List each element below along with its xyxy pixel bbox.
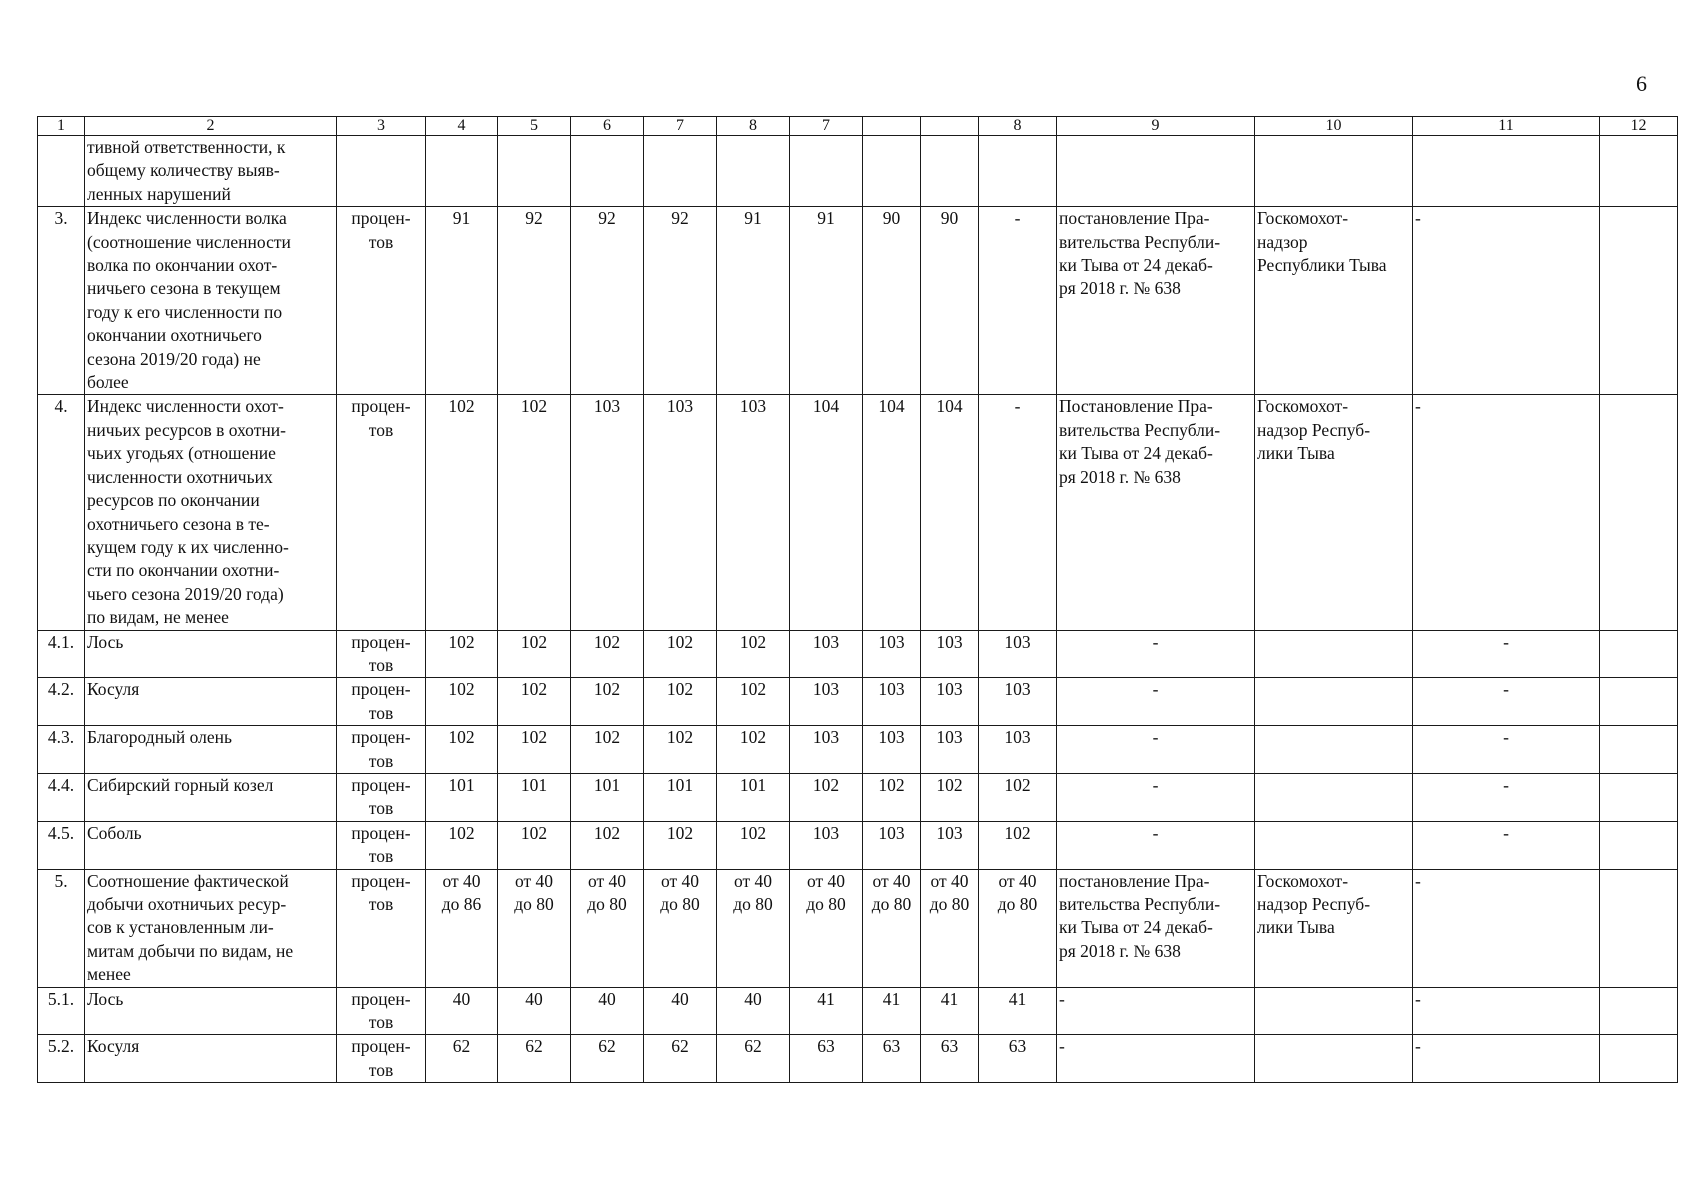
header-cell: 1 xyxy=(38,117,85,136)
responsible-org: Госкомохот- надзор Респуб- лики Тыва xyxy=(1255,869,1413,987)
value-cell: 104 xyxy=(790,395,863,630)
value-cell: - xyxy=(979,395,1057,630)
value-cell xyxy=(426,136,498,207)
column-numbers-row xyxy=(38,117,1678,136)
table-row xyxy=(38,207,1678,395)
value-cell: 41 xyxy=(863,987,921,1035)
column-12-cell xyxy=(1600,773,1678,821)
table-row xyxy=(38,869,1678,987)
value-cell: 102 xyxy=(863,773,921,821)
table-row xyxy=(38,821,1678,869)
column-12-cell xyxy=(1600,395,1678,630)
value-cell: 102 xyxy=(717,821,790,869)
column-12-cell xyxy=(1600,821,1678,869)
value-cell: 62 xyxy=(644,1035,717,1083)
value-cell: 103 xyxy=(790,630,863,678)
value-cell: 40 xyxy=(644,987,717,1035)
value-cell: 102 xyxy=(644,726,717,774)
value-cell: 91 xyxy=(717,207,790,395)
value-cell: от 40 до 80 xyxy=(979,869,1057,987)
row-number: 5.2. xyxy=(38,1035,85,1083)
value-cell: 103 xyxy=(717,395,790,630)
value-cell: 90 xyxy=(921,207,979,395)
value-cell: 101 xyxy=(426,773,498,821)
unit: процен- тов xyxy=(337,395,426,630)
indicator-name: Индекс численности охот- ничьих ресурсов в охотни- чьих угодьях (отношение численности охотничьих ресурсов по окончании охотничьего сезона в те- кущем году к их численно- сти по окончании охотни- чьего сезона 2019/20 года) по видам, не менее xyxy=(85,395,337,630)
row-number: 4. xyxy=(38,395,85,630)
value-cell: 101 xyxy=(644,773,717,821)
column-11-cell: - xyxy=(1413,678,1600,726)
value-cell: 102 xyxy=(426,395,498,630)
column-11-cell: - xyxy=(1413,726,1600,774)
column-12-cell xyxy=(1600,869,1678,987)
value-cell: от 40 до 80 xyxy=(863,869,921,987)
header-cell: 10 xyxy=(1255,117,1413,136)
value-cell: 102 xyxy=(571,630,644,678)
responsible-org xyxy=(1255,987,1413,1035)
responsible-org: Госкомохот- надзор Респуб- лики Тыва xyxy=(1255,395,1413,630)
value-cell: 62 xyxy=(717,1035,790,1083)
value-cell: 102 xyxy=(717,678,790,726)
value-cell: 101 xyxy=(571,773,644,821)
value-cell: 102 xyxy=(644,821,717,869)
legal-basis: - xyxy=(1057,987,1255,1035)
value-cell: 103 xyxy=(790,726,863,774)
value-cell: - xyxy=(979,207,1057,395)
column-12-cell xyxy=(1600,1035,1678,1083)
unit: процен- тов xyxy=(337,869,426,987)
responsible-org xyxy=(1255,821,1413,869)
unit: процен- тов xyxy=(337,678,426,726)
unit: процен- тов xyxy=(337,987,426,1035)
value-cell: 103 xyxy=(863,678,921,726)
value-cell: 63 xyxy=(979,1035,1057,1083)
table-row xyxy=(38,726,1678,774)
indicator-name: Индекс численности волка (соотношение численности волка по окончании охот- ничьего сезона в текущем году к его численности по окончании охотничьего сезона 2019/20 года) не более xyxy=(85,207,337,395)
value-cell: 102 xyxy=(790,773,863,821)
page-number: 6 xyxy=(1636,71,1647,96)
value-cell: 102 xyxy=(717,726,790,774)
unit: процен- тов xyxy=(337,773,426,821)
table-row xyxy=(38,136,1678,207)
column-11-cell xyxy=(1413,136,1600,207)
value-cell: от 40 до 80 xyxy=(498,869,571,987)
unit xyxy=(337,136,426,207)
value-cell: 63 xyxy=(921,1035,979,1083)
row-number: 5. xyxy=(38,869,85,987)
legal-basis: - xyxy=(1057,678,1255,726)
value-cell: 102 xyxy=(571,821,644,869)
legal-basis: - xyxy=(1057,630,1255,678)
indicator-name: Косуля xyxy=(85,678,337,726)
value-cell: 102 xyxy=(644,630,717,678)
responsible-org xyxy=(1255,773,1413,821)
value-cell: 40 xyxy=(426,987,498,1035)
responsible-org xyxy=(1255,1035,1413,1083)
legal-basis: - xyxy=(1057,726,1255,774)
legal-basis: - xyxy=(1057,821,1255,869)
value-cell: 102 xyxy=(921,773,979,821)
header-cell: 9 xyxy=(1057,117,1255,136)
column-12-cell xyxy=(1600,678,1678,726)
value-cell: от 40 до 80 xyxy=(921,869,979,987)
column-11-cell: - xyxy=(1413,987,1600,1035)
value-cell: 102 xyxy=(571,678,644,726)
value-cell: 103 xyxy=(979,630,1057,678)
row-number: 4.1. xyxy=(38,630,85,678)
value-cell: 92 xyxy=(571,207,644,395)
row-number: 5.1. xyxy=(38,987,85,1035)
value-cell: 103 xyxy=(790,678,863,726)
value-cell xyxy=(571,136,644,207)
value-cell: от 40 до 80 xyxy=(717,869,790,987)
table-row xyxy=(38,1035,1678,1083)
value-cell xyxy=(644,136,717,207)
row-number: 4.4. xyxy=(38,773,85,821)
unit: процен- тов xyxy=(337,207,426,395)
value-cell: от 40 до 80 xyxy=(790,869,863,987)
value-cell: 40 xyxy=(498,987,571,1035)
value-cell: 102 xyxy=(979,821,1057,869)
header-cell: 8 xyxy=(979,117,1057,136)
value-cell: 102 xyxy=(426,821,498,869)
value-cell: 102 xyxy=(498,821,571,869)
value-cell: 102 xyxy=(426,678,498,726)
value-cell xyxy=(921,136,979,207)
column-11-cell: - xyxy=(1413,773,1600,821)
header-cell: 3 xyxy=(337,117,426,136)
value-cell: 102 xyxy=(498,726,571,774)
indicator-name: тивной ответственности, к общему количеству выяв- ленных нарушений xyxy=(85,136,337,207)
unit: процен- тов xyxy=(337,726,426,774)
header-cell xyxy=(921,117,979,136)
value-cell: 104 xyxy=(863,395,921,630)
value-cell: 103 xyxy=(644,395,717,630)
table-row xyxy=(38,395,1678,630)
column-11-cell: - xyxy=(1413,395,1600,630)
legal-basis: - xyxy=(1057,773,1255,821)
value-cell: 103 xyxy=(921,678,979,726)
header-cell: 7 xyxy=(644,117,717,136)
row-number: 4.3. xyxy=(38,726,85,774)
value-cell: 102 xyxy=(426,630,498,678)
header-cell: 12 xyxy=(1600,117,1678,136)
indicator-name: Сибирский горный козел xyxy=(85,773,337,821)
indicator-name: Лось xyxy=(85,630,337,678)
column-12-cell xyxy=(1600,987,1678,1035)
value-cell: 102 xyxy=(498,678,571,726)
value-cell: 104 xyxy=(921,395,979,630)
value-cell: 102 xyxy=(426,726,498,774)
value-cell: 91 xyxy=(790,207,863,395)
value-cell: 103 xyxy=(863,821,921,869)
responsible-org: Госкомохот- надзор Республики Тыва xyxy=(1255,207,1413,395)
column-11-cell: - xyxy=(1413,869,1600,987)
value-cell: 62 xyxy=(426,1035,498,1083)
table-row xyxy=(38,987,1678,1035)
indicators-table xyxy=(37,116,1678,1083)
value-cell: 41 xyxy=(790,987,863,1035)
table-row xyxy=(38,773,1678,821)
value-cell: 101 xyxy=(717,773,790,821)
value-cell xyxy=(717,136,790,207)
unit: процен- тов xyxy=(337,630,426,678)
value-cell xyxy=(498,136,571,207)
value-cell xyxy=(863,136,921,207)
column-11-cell: - xyxy=(1413,207,1600,395)
value-cell: 103 xyxy=(571,395,644,630)
value-cell: 40 xyxy=(571,987,644,1035)
header-cell: 5 xyxy=(498,117,571,136)
value-cell: 103 xyxy=(921,821,979,869)
responsible-org xyxy=(1255,630,1413,678)
value-cell: 63 xyxy=(863,1035,921,1083)
value-cell: 63 xyxy=(790,1035,863,1083)
value-cell: 62 xyxy=(571,1035,644,1083)
indicator-name: Косуля xyxy=(85,1035,337,1083)
value-cell: 90 xyxy=(863,207,921,395)
table-row xyxy=(38,630,1678,678)
row-number xyxy=(38,136,85,207)
value-cell: 102 xyxy=(717,630,790,678)
legal-basis: постановление Пра- вительства Республи- ки Тыва от 24 декаб- ря 2018 г. № 638 xyxy=(1057,869,1255,987)
value-cell: 103 xyxy=(863,726,921,774)
value-cell: 103 xyxy=(979,678,1057,726)
value-cell: 103 xyxy=(979,726,1057,774)
value-cell: от 40 до 80 xyxy=(571,869,644,987)
value-cell: 40 xyxy=(717,987,790,1035)
responsible-org xyxy=(1255,726,1413,774)
value-cell: 101 xyxy=(498,773,571,821)
row-number: 4.5. xyxy=(38,821,85,869)
value-cell: 92 xyxy=(498,207,571,395)
column-12-cell xyxy=(1600,207,1678,395)
responsible-org xyxy=(1255,136,1413,207)
header-cell xyxy=(863,117,921,136)
value-cell xyxy=(979,136,1057,207)
value-cell: 102 xyxy=(571,726,644,774)
value-cell: 103 xyxy=(863,630,921,678)
value-cell: 103 xyxy=(921,630,979,678)
unit: процен- тов xyxy=(337,821,426,869)
indicator-name: Соотношение фактической добычи охотничьих ресур- сов к установленным ли- митам добычи по видам, не менее xyxy=(85,869,337,987)
legal-basis: Постановление Пра- вительства Республи- ки Тыва от 24 декаб- ря 2018 г. № 638 xyxy=(1057,395,1255,630)
value-cell xyxy=(790,136,863,207)
header-cell: 7 xyxy=(790,117,863,136)
header-cell: 4 xyxy=(426,117,498,136)
legal-basis: - xyxy=(1057,1035,1255,1083)
legal-basis xyxy=(1057,136,1255,207)
value-cell: 102 xyxy=(644,678,717,726)
header-cell: 11 xyxy=(1413,117,1600,136)
value-cell: 62 xyxy=(498,1035,571,1083)
legal-basis: постановление Пра- вительства Республи- ки Тыва от 24 декаб- ря 2018 г. № 638 xyxy=(1057,207,1255,395)
column-11-cell: - xyxy=(1413,821,1600,869)
indicator-name: Лось xyxy=(85,987,337,1035)
value-cell: 102 xyxy=(498,395,571,630)
indicator-name: Благородный олень xyxy=(85,726,337,774)
value-cell: 92 xyxy=(644,207,717,395)
row-number: 3. xyxy=(38,207,85,395)
table-row xyxy=(38,678,1678,726)
responsible-org xyxy=(1255,678,1413,726)
row-number: 4.2. xyxy=(38,678,85,726)
value-cell: 102 xyxy=(498,630,571,678)
column-12-cell xyxy=(1600,630,1678,678)
column-11-cell: - xyxy=(1413,1035,1600,1083)
indicator-name: Соболь xyxy=(85,821,337,869)
value-cell: 41 xyxy=(979,987,1057,1035)
unit: процен- тов xyxy=(337,1035,426,1083)
value-cell: 103 xyxy=(790,821,863,869)
column-12-cell xyxy=(1600,136,1678,207)
column-11-cell: - xyxy=(1413,630,1600,678)
value-cell: 41 xyxy=(921,987,979,1035)
value-cell: 91 xyxy=(426,207,498,395)
value-cell: 103 xyxy=(921,726,979,774)
value-cell: от 40 до 86 xyxy=(426,869,498,987)
header-cell: 6 xyxy=(571,117,644,136)
column-12-cell xyxy=(1600,726,1678,774)
header-cell: 8 xyxy=(717,117,790,136)
header-cell: 2 xyxy=(85,117,337,136)
value-cell: от 40 до 80 xyxy=(644,869,717,987)
value-cell: 102 xyxy=(979,773,1057,821)
